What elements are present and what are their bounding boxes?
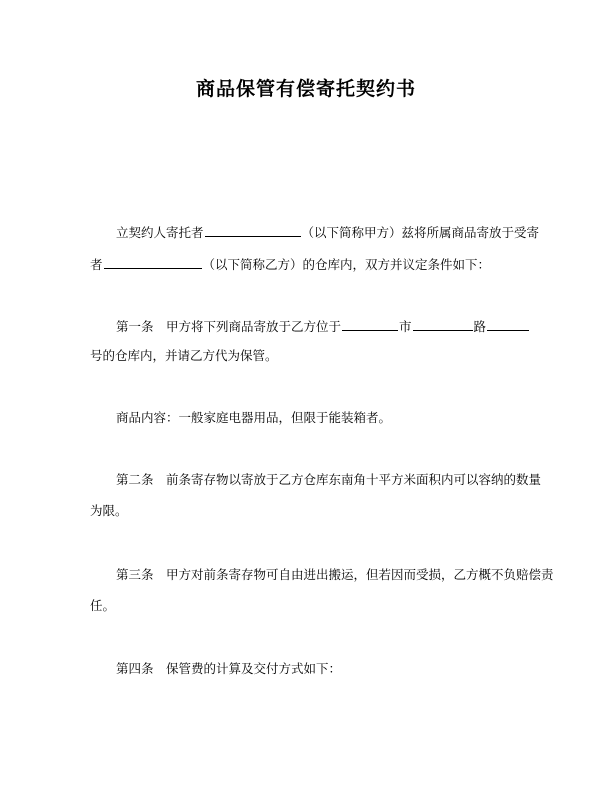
para1-line2 — [90, 256, 490, 273]
article1-line1 — [116, 318, 530, 335]
article1-line2: 号的仓库内，并请乙方代为保管。 — [90, 348, 278, 363]
article4-line: 第四条 保管费的计算及交付方式如下： — [116, 661, 342, 676]
article2-line2: 为限。 — [90, 503, 128, 518]
para1-text-a: 立契约人寄托者 — [116, 225, 204, 240]
city-blank — [342, 318, 398, 331]
article1-road-label: 路 — [473, 319, 487, 334]
para1-text-d: （以下简称乙方）的仓库内，双方并议定条件如下： — [202, 257, 491, 272]
number-blank — [487, 318, 529, 331]
para1-text-c: 者 — [90, 257, 103, 272]
article2-line1: 第二条 前条寄存物以寄放于乙方仓库东南角十平方米面积内可以容纳的数量 — [116, 472, 542, 487]
para1-line1 — [116, 224, 539, 241]
article3-line1: 第三条 甲方对前条寄存物可自由进出搬运，但若因而受损，乙方概不负赔偿责 — [116, 567, 554, 582]
custodian-blank — [104, 256, 202, 269]
para1-text-b: （以下简称甲方）兹将所属商品寄放于受寄 — [301, 225, 540, 240]
goods-content: 商品内容：一般家庭电器用品，但限于能装箱者。 — [116, 410, 392, 425]
article3-line2: 任。 — [90, 598, 116, 613]
article1-city-label: 市 — [399, 319, 412, 334]
road-blank — [413, 318, 473, 331]
depositor-blank — [205, 224, 301, 237]
article1-text-a: 第一条 甲方将下列商品寄放于乙方位于 — [116, 319, 342, 334]
document-title: 商品保管有偿寄托契约书 — [195, 78, 416, 100]
